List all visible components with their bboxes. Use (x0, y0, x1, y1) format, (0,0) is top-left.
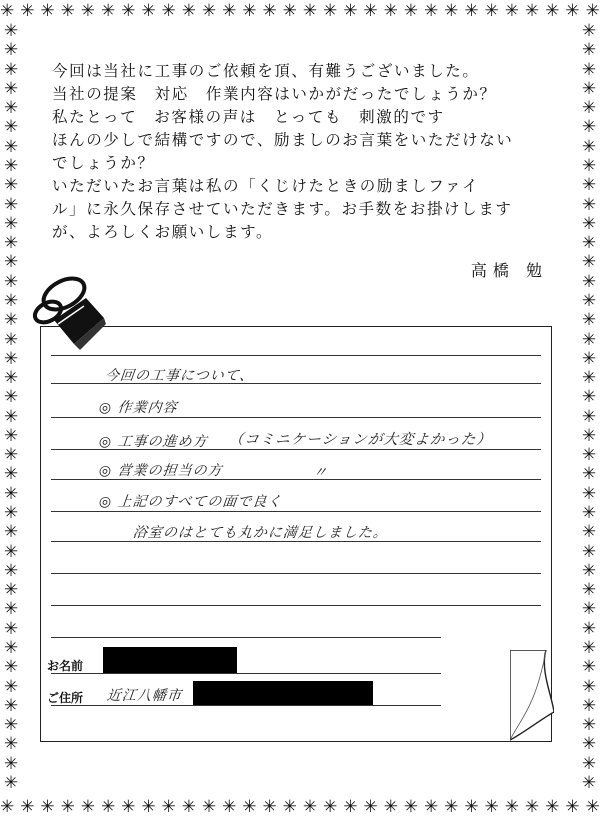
handwritten-line-5: ◎ 上記のすべての面で良く (98, 494, 284, 510)
ditto-mark: 〃 (312, 465, 329, 481)
border-star-icon: ✳ (3, 310, 19, 331)
border-star-icon: ✳ (581, 387, 597, 408)
border-star-icon: ✳ (3, 464, 19, 485)
border-star-icon: ✳ (581, 21, 597, 41)
border-star-icon: ✳ (3, 271, 19, 292)
border-star-icon: ✳ (585, 797, 600, 817)
border-star-icon: ✳ (302, 1, 318, 21)
border-star-icon: ✳ (581, 503, 597, 524)
border-star-icon: ✳ (581, 522, 597, 543)
address-label: ご住所 (47, 691, 84, 705)
handwritten-line-4: ◎ 営業の担当の方 (98, 463, 224, 479)
border-star-icon: ✳ (581, 753, 597, 774)
handwritten-line-2: ◎ 作業内容 (98, 400, 179, 416)
border-star-icon: ✳ (20, 797, 35, 817)
letter-line: が、よろしくお願いします。 (52, 223, 274, 241)
border-star-icon: ✳ (581, 233, 597, 254)
border-star-icon: ✳ (423, 1, 439, 21)
border-star-icon: ✳ (3, 445, 19, 466)
border-star-icon: ✳ (524, 797, 540, 817)
border-star-icon: ✳ (444, 797, 459, 817)
border-star-icon: ✳ (3, 59, 19, 80)
border-star-icon: ✳ (343, 797, 358, 817)
letter-line: いただいたお言葉は私の「くじけたときの励ましファイ (52, 177, 480, 195)
border-star-icon: ✳ (3, 252, 19, 273)
border-star-icon: ✳ (484, 797, 499, 817)
border-star-icon: ✳ (581, 618, 597, 639)
border-star-icon: ✳ (581, 348, 597, 369)
border-star-icon: ✳ (181, 797, 196, 817)
border-star-icon: ✳ (3, 98, 19, 119)
border-star-icon: ✳ (121, 1, 136, 21)
border-star-icon: ✳ (581, 695, 597, 716)
border-star-icon: ✳ (242, 797, 257, 817)
border-star-icon: ✳ (3, 657, 19, 678)
border-star-icon: ✳ (3, 483, 19, 504)
border-star-icon: ✳ (3, 638, 19, 658)
border-star-icon: ✳ (581, 676, 597, 697)
rule-line (51, 705, 441, 706)
border-star-icon: ✳ (100, 797, 116, 817)
border-star-icon: ✳ (3, 117, 19, 138)
rule-line (51, 637, 441, 638)
border-star-icon: ✳ (581, 329, 597, 350)
border-star-icon: ✳ (383, 797, 398, 817)
border-star-icon: ✳ (80, 797, 95, 817)
border-star-icon: ✳ (581, 136, 597, 157)
border-star-icon: ✳ (3, 560, 19, 581)
redaction-address (193, 681, 373, 705)
border-star-icon: ✳ (3, 348, 19, 369)
rule-line (51, 605, 541, 606)
border-star-icon: ✳ (40, 1, 55, 21)
border-star-icon: ✳ (3, 695, 19, 716)
border-star-icon: ✳ (464, 797, 479, 817)
border-star-icon: ✳ (3, 78, 19, 99)
rule-line (51, 511, 541, 512)
border-star-icon: ✳ (504, 1, 519, 21)
border-bottom (0, 796, 600, 818)
signature: 高橋 勉 (470, 261, 548, 280)
border-star-icon: ✳ (181, 1, 196, 21)
border-star-icon: ✳ (323, 797, 338, 817)
border-star-icon: ✳ (262, 1, 277, 21)
border-star-icon: ✳ (444, 1, 459, 21)
border-star-icon: ✳ (3, 541, 19, 562)
border-star-icon: ✳ (3, 734, 19, 755)
border-star-icon: ✳ (383, 1, 398, 21)
border-star-icon: ✳ (282, 1, 297, 21)
border-star-icon: ✳ (504, 797, 519, 817)
binder-clip-icon (28, 276, 108, 352)
border-star-icon: ✳ (80, 1, 95, 21)
border-star-icon: ✳ (0, 797, 15, 817)
border-star-icon: ✳ (581, 638, 597, 658)
border-star-icon: ✳ (581, 155, 597, 176)
border-star-icon: ✳ (141, 1, 156, 21)
border-star-icon: ✳ (581, 734, 597, 755)
handwritten-note: （コミニケーションが大変よかった） (228, 432, 493, 448)
border-star-icon: ✳ (565, 1, 580, 21)
border-star-icon: ✳ (3, 580, 19, 601)
redaction-name (103, 647, 237, 673)
border-star-icon: ✳ (581, 290, 597, 311)
border-star-icon: ✳ (581, 271, 597, 292)
handwritten-line-3: ◎ 工事の進め方 (98, 434, 209, 450)
border-star-icon: ✳ (222, 797, 237, 817)
border-star-icon: ✳ (3, 772, 19, 793)
border-star-icon: ✳ (581, 657, 597, 678)
border-star-icon: ✳ (581, 715, 597, 736)
border-star-icon: ✳ (40, 797, 55, 817)
border-star-icon: ✳ (3, 329, 19, 350)
border-star-icon: ✳ (3, 290, 19, 311)
border-star-icon: ✳ (3, 676, 19, 697)
border-star-icon: ✳ (161, 1, 176, 21)
letter-line: ル」に永久保存させていただきます。お手数をお掛けします (52, 200, 513, 218)
border-star-icon: ✳ (262, 797, 277, 817)
border-star-icon: ✳ (464, 1, 479, 21)
border-star-icon: ✳ (201, 1, 217, 21)
border-star-icon: ✳ (585, 1, 600, 21)
border-star-icon: ✳ (60, 797, 75, 817)
border-star-icon: ✳ (581, 580, 597, 601)
border-star-icon: ✳ (60, 1, 75, 21)
border-star-icon: ✳ (581, 213, 597, 234)
border-star-icon: ✳ (20, 1, 35, 21)
rule-line (51, 573, 541, 574)
border-star-icon: ✳ (581, 541, 597, 562)
border-star-icon: ✳ (201, 797, 217, 817)
border-star-icon: ✳ (3, 213, 19, 234)
border-star-icon: ✳ (581, 425, 597, 446)
letter-line: 当社の提案 対応 作業内容はいかがだったでしょうか？ (52, 85, 497, 103)
border-star-icon: ✳ (3, 21, 19, 41)
border-star-icon: ✳ (282, 797, 297, 817)
border-star-icon: ✳ (581, 560, 597, 581)
border-star-icon: ✳ (3, 194, 19, 215)
border-star-icon: ✳ (363, 797, 378, 817)
handwritten-line-6: 浴室のはとても丸かに満足しました。 (132, 525, 389, 541)
border-star-icon: ✳ (100, 1, 116, 21)
border-star-icon: ✳ (581, 78, 597, 99)
border-star-icon: ✳ (3, 715, 19, 736)
name-label: お名前 (47, 659, 84, 673)
border-star-icon: ✳ (3, 40, 19, 61)
letter-body (52, 60, 562, 244)
border-star-icon: ✳ (222, 1, 237, 21)
border-star-icon: ✳ (581, 368, 597, 389)
border-star-icon: ✳ (343, 1, 358, 21)
border-star-icon: ✳ (3, 136, 19, 157)
border-star-icon: ✳ (3, 155, 19, 176)
border-star-icon: ✳ (3, 387, 19, 408)
border-star-icon: ✳ (565, 797, 580, 817)
border-star-icon: ✳ (545, 797, 560, 817)
border-star-icon: ✳ (581, 599, 597, 620)
handwritten-line-1: 今回の工事について、 (104, 368, 256, 384)
border-star-icon: ✳ (581, 59, 597, 80)
border-star-icon: ✳ (161, 797, 176, 817)
border-star-icon: ✳ (581, 194, 597, 215)
response-card (40, 326, 552, 742)
border-star-icon: ✳ (581, 117, 597, 138)
border-star-icon: ✳ (545, 1, 560, 21)
letter-line: 今回は当社に工事のご依頼を頂、有難うございました。 (52, 62, 480, 80)
border-star-icon: ✳ (0, 1, 15, 21)
border-star-icon: ✳ (581, 252, 597, 273)
border-star-icon: ✳ (581, 483, 597, 504)
border-star-icon: ✳ (581, 310, 597, 331)
border-star-icon: ✳ (141, 797, 156, 817)
border-star-icon: ✳ (242, 1, 257, 21)
border-star-icon: ✳ (581, 406, 597, 427)
border-star-icon: ✳ (121, 797, 136, 817)
letter-line: ほんの少しで結構ですので、励ましのお言葉をいただけない (52, 131, 514, 149)
border-star-icon: ✳ (581, 40, 597, 61)
border-right (578, 22, 600, 792)
border-star-icon: ✳ (524, 1, 540, 21)
border-star-icon: ✳ (3, 503, 19, 524)
border-star-icon: ✳ (3, 618, 19, 639)
border-star-icon: ✳ (581, 464, 597, 485)
border-star-icon: ✳ (581, 98, 597, 119)
rule-line (51, 417, 541, 418)
border-star-icon: ✳ (3, 406, 19, 427)
border-star-icon: ✳ (3, 175, 19, 196)
letter-line: でしょうか？ (52, 154, 155, 172)
border-star-icon: ✳ (3, 753, 19, 774)
address-handwritten: 近江八幡市 (106, 688, 183, 704)
page-curl-icon (510, 650, 554, 742)
border-star-icon: ✳ (403, 797, 418, 817)
border-left (0, 22, 22, 792)
rule-line (51, 355, 541, 356)
border-star-icon: ✳ (363, 1, 378, 21)
border-star-icon: ✳ (403, 1, 418, 21)
border-star-icon: ✳ (3, 599, 19, 620)
border-star-icon: ✳ (581, 445, 597, 466)
border-star-icon: ✳ (3, 425, 19, 446)
border-star-icon: ✳ (323, 1, 338, 21)
border-star-icon: ✳ (581, 772, 597, 793)
border-star-icon: ✳ (423, 797, 439, 817)
border-star-icon: ✳ (581, 175, 597, 196)
border-top (0, 0, 600, 22)
border-star-icon: ✳ (3, 233, 19, 254)
rule-line (51, 673, 441, 674)
border-star-icon: ✳ (3, 522, 19, 543)
border-star-icon: ✳ (484, 1, 499, 21)
border-star-icon: ✳ (302, 797, 318, 817)
border-star-icon: ✳ (3, 368, 19, 389)
letter-line: 私たとって お客様の声は とっても 刺激的です (52, 108, 445, 126)
